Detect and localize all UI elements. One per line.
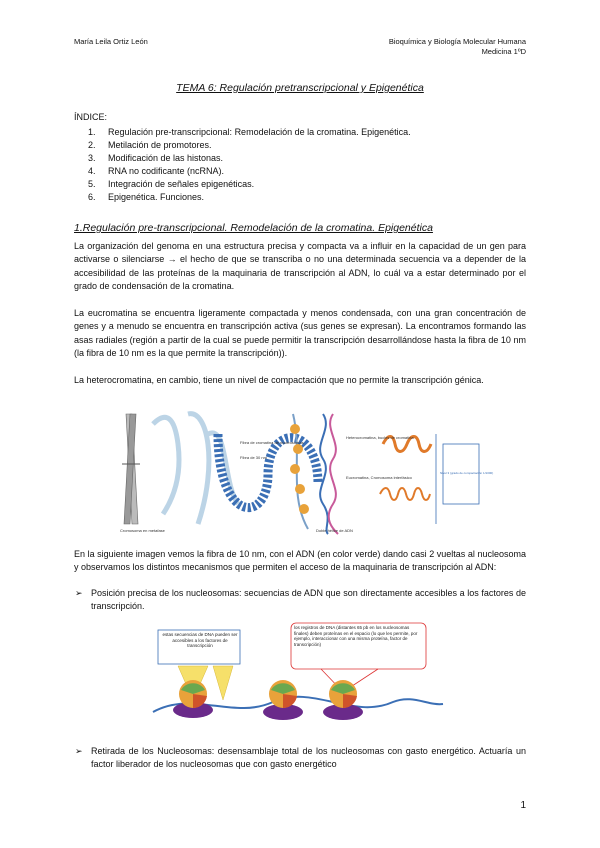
bullet-arrow-icon: ➢	[75, 746, 83, 756]
index-item	[88, 178, 411, 191]
index-item-number: 1.	[88, 127, 96, 137]
index-list	[88, 126, 411, 204]
index-item-number: 3.	[88, 153, 96, 163]
bullet-nucleosome-position	[75, 587, 526, 614]
index-item	[88, 152, 411, 165]
subject-name: Bioquímica y Biología Molecular Humana	[388, 37, 526, 46]
index-item	[88, 165, 411, 178]
bullet-nucleosome-removal	[75, 745, 526, 772]
page-number: 1	[520, 800, 526, 811]
author-name: María Leila Ortiz León	[74, 37, 148, 46]
nucleosome-fiber-label: Fibra de cromatina de nucleosomas	[240, 440, 304, 445]
header-subject	[389, 37, 526, 57]
index-item-number: 6.	[88, 192, 96, 202]
double-helix-label: Doble hélice de ADN	[316, 528, 353, 533]
index-item-text: Regulación pre-transcripcional: Remodelación de la cromatina. Epigenética.	[108, 127, 411, 137]
bullet-arrow-icon: ➢	[75, 588, 83, 598]
index-item-text: Integración de señales epigenéticas.	[108, 179, 255, 189]
index-item-text: RNA no codificante (ncRNA).	[108, 166, 225, 176]
paragraph-fiber-10nm: En la siguiente imagen vemos la fibra de 10 nm, con el ADN (en color verde) dando casi 2 vueltas al nucleosoma y observamos los distintos mecanismos que permiten el acceso de la maquinaria de transcripción al ADN:	[74, 549, 526, 573]
section-title: 1.Regulación pre-transcripcional. Remodelación de la cromatina. Epigenética	[74, 222, 433, 234]
index-item-text: Epigenética. Funciones.	[108, 192, 205, 202]
nucleosome-1	[173, 680, 213, 718]
course-name: Medicina 1ºD	[481, 47, 526, 56]
euchromatin-label: Eucromatina, Cromosoma interfásico	[346, 475, 412, 480]
callout-left-text: estas secuencias de DNA pueden ser accesibles a los factores de transcripción	[162, 632, 238, 648]
metaphase-chromosome-illustration	[122, 414, 140, 524]
index-item-number: 4.	[88, 166, 96, 176]
solenoid-fiber-illustration	[218, 434, 318, 508]
index-item	[88, 126, 411, 139]
nucleosome-positioning-figure	[153, 620, 443, 727]
fiber-30nm-label: Fibra de 30 nm	[240, 455, 267, 460]
index-item	[88, 191, 411, 204]
nucleosome-3	[323, 680, 363, 720]
dna-double-helix-illustration	[320, 414, 338, 534]
page-title: TEMA 6: Regulación pretranscripcional y Epigenética	[176, 82, 424, 94]
heterochromatin-label: Heterocromatina, bucles de cromatina	[346, 435, 414, 440]
chromatin-compaction-figure	[118, 404, 494, 537]
index-item-text: Modificación de las histonas.	[108, 153, 224, 163]
paragraph-genome-organization: La organización del genoma en una estructura precisa y compacta va a influir en la capacidad de un gen para activarse o silenciarse → el hecho de que se transcriba o no una determinada secuencia va a depender de la accesibilidad de las proteínas de la maquinaria de transcripción al ADN, lo cuál va a estar determinado por el grado de condensación de la cromatina.	[74, 241, 526, 292]
index-item-text: Metilación de promotores.	[108, 140, 212, 150]
nucleosome-2	[263, 680, 303, 720]
index-item-number: 5.	[88, 179, 96, 189]
bullet-text: Posición precisa de los nucleosomas: secuencias de ADN que son directamente accesibles a los factores de transcripción.	[91, 588, 526, 612]
callout-right-text: los registros de DNA (distantes 65 pb en los nucleosomas finales) deben proteínas en el espacio (lo que les permite, por ejemplo, interaccionar con una misma proteína, factor de transcripción)	[294, 625, 418, 647]
bullet-text: Retirada de los Nucleosomas: desensamblaje total de los nucleosomas con gasto energético. Actuaría un factor liberador de los nucleosomas que con gasto energético	[91, 746, 526, 770]
paragraph-euchromatin: La eucromatina se encuentra ligeramente compactada y menos condensada, con una gran concentración de genes y a menudo se encuentra en transcripción activa (sus genes se expresan). La encontramos formando las asas radiales (región a partir de la cual se puede permitir la transcripción desarrollándose hasta la fibra de 10 nm (la fibra de 10 nm es la que permite la transcripción)).	[74, 308, 526, 359]
nucleosome-fiber-illustration	[290, 414, 309, 529]
index-item	[88, 139, 411, 152]
compaction-level-label: Nivel 3 (grado de compactación 1/1000)	[440, 471, 494, 475]
paragraph-heterochromatin: La heterocromatina, en cambio, tiene un nivel de compactación que no permite la transcripción génica.	[74, 375, 484, 385]
index-label: ÍNDICE:	[74, 112, 108, 122]
index-item-number: 2.	[88, 140, 96, 150]
metaphase-label: Cromosoma en metafase	[120, 528, 165, 533]
